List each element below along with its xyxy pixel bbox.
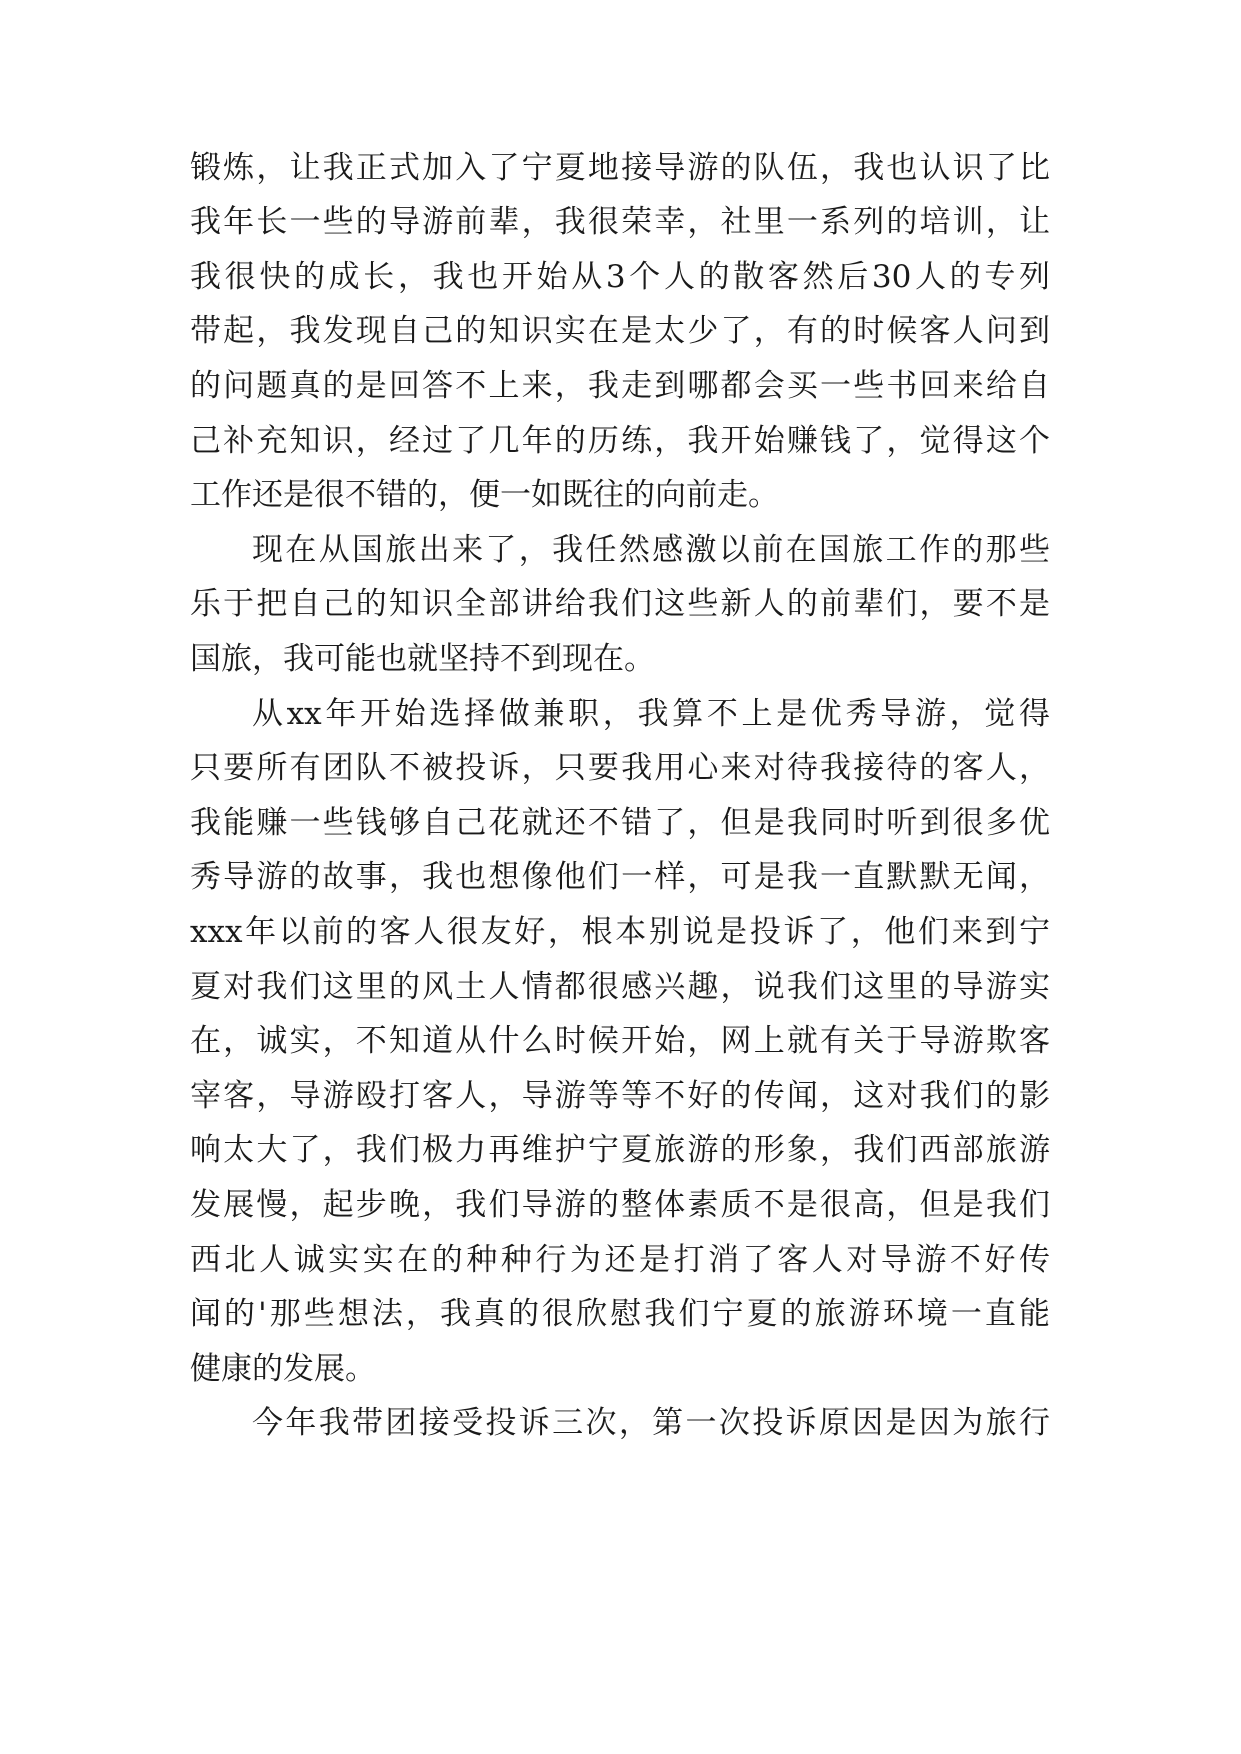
text-line: 秀导游的故事，我也想像他们一样，可是我一直默默无闻， (190, 859, 1050, 895)
paragraph-first-line: 现在从国旅出来了，我任然感激以前在国旅工作的那些 (252, 532, 1050, 568)
text-line: 我能赚一些钱够自己花就还不错了，但是我同时听到很多优 (190, 805, 1050, 841)
text-line: 响太大了，我们极力再维护宁夏旅游的形象，我们西部旅游 (190, 1132, 1050, 1168)
text-line: 的问题真的是回答不上来，我走到哪都会买一些书回来给自 (190, 368, 1050, 404)
paragraph-first-line: 今年我带团接受投诉三次，第一次投诉原因是因为旅行 (252, 1405, 1050, 1441)
paragraph-first-line: 从xx年开始选择做兼职，我算不上是优秀导游，觉得 (252, 696, 1050, 732)
text-line: 只要所有团队不被投诉，只要我用心来对待我接待的客人， (190, 750, 1050, 786)
text-line: 乐于把自己的知识全部讲给我们这些新人的前辈们，要不是 (190, 586, 1050, 622)
text-line: 国旅，我可能也就坚持不到现在。 (190, 641, 655, 677)
text-line: 我年长一些的导游前辈，我很荣幸，社里一系列的培训，让 (190, 204, 1050, 240)
text-line: 带起，我发现自己的知识实在是太少了，有的时候客人问到 (190, 313, 1050, 349)
text-line: 工作还是很不错的，便一如既往的向前走。 (190, 477, 779, 513)
text-line: 在，诚实，不知道从什么时候开始，网上就有关于导游欺客 (190, 1023, 1050, 1059)
text-line: 宰客，导游殴打客人，导游等等不好的传闻，这对我们的影 (190, 1078, 1050, 1114)
text-line: 发展慢，起步晚，我们导游的整体素质不是很高，但是我们 (190, 1187, 1050, 1223)
text-line: 己补充知识，经过了几年的历练，我开始赚钱了，觉得这个 (190, 423, 1050, 459)
text-line: 锻炼，让我正式加入了宁夏地接导游的队伍，我也认识了比 (190, 150, 1050, 186)
text-line: xxx年以前的客人很友好，根本别说是投诉了，他们来到宁 (190, 914, 1050, 950)
text-line: 健康的发展。 (190, 1351, 376, 1387)
text-line: 闻的'那些想法，我真的很欣慰我们宁夏的旅游环境一直能 (190, 1296, 1050, 1332)
text-line: 西北人诚实实在的种种行为还是打消了客人对导游不好传 (190, 1242, 1050, 1278)
text-line: 夏对我们这里的风土人情都很感兴趣，说我们这里的导游实 (190, 969, 1050, 1005)
text-line: 我很快的成长，我也开始从3个人的散客然后30人的专列 (190, 259, 1050, 295)
